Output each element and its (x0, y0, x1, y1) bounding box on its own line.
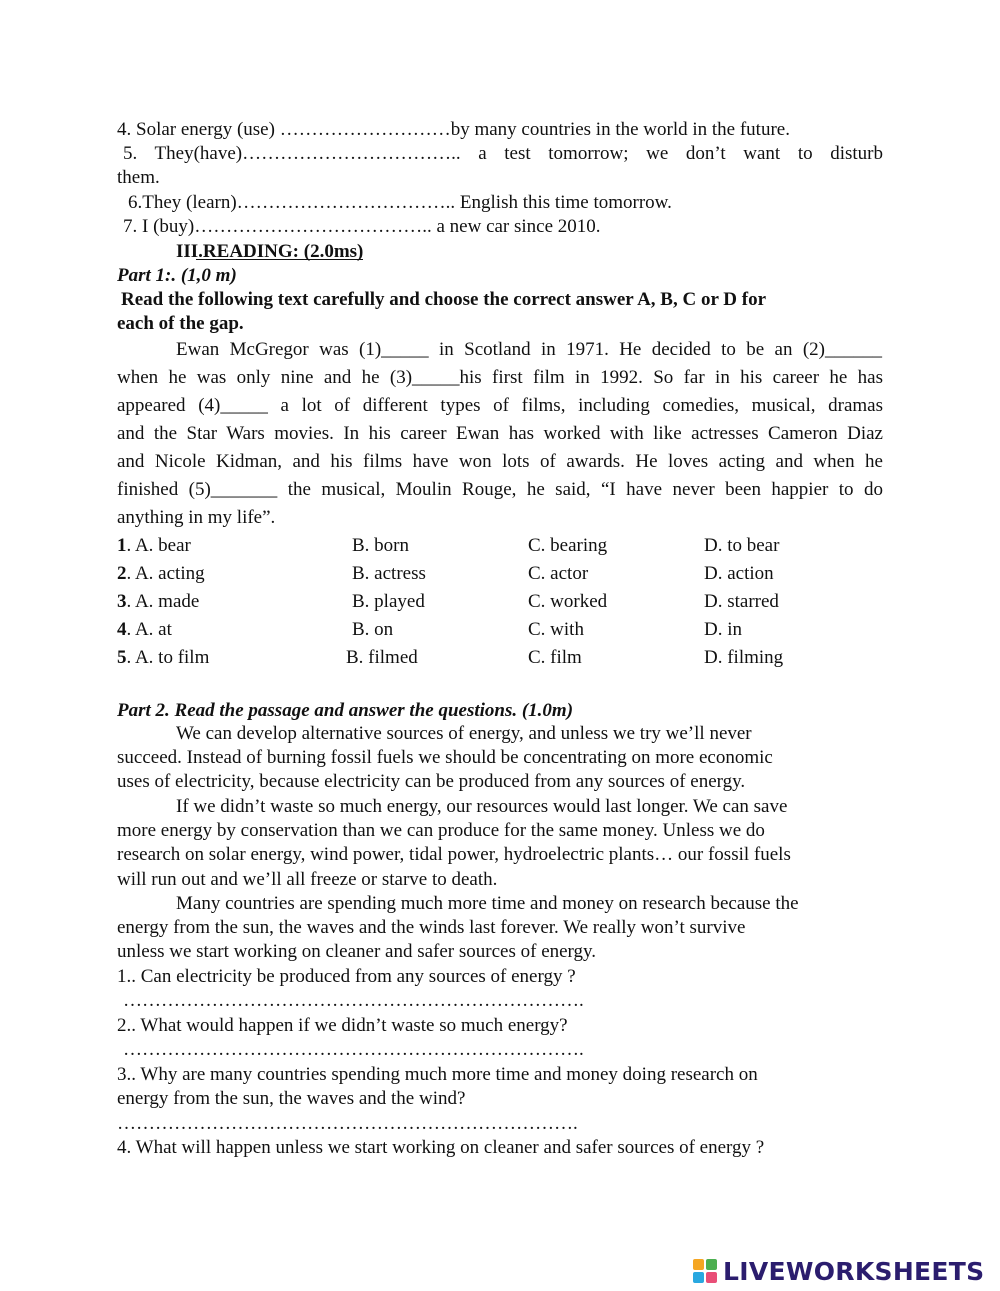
option-number: 4 (117, 619, 127, 640)
option-number: 2 (117, 563, 127, 584)
part2-passage-line: We can develop alternative sources of energy, and unless we try we’ll never (176, 723, 752, 744)
passage-line: and the Star Wars movies. In his career Ewan has worked with like actresses Cameron Diaz (117, 423, 883, 444)
answer-blank-3[interactable]: ………………………………………………………………. (117, 1113, 578, 1134)
part2-passage-line: Many countries are spending much more time and money on research because the (176, 893, 799, 914)
option-d[interactable]: D. in (704, 619, 742, 640)
part2-label: Part 2. Read the passage and answer the questions. (1.0m) (117, 700, 574, 721)
passage-line: appeared (4)_____ a lot of different types of films, including comedies, musical, dramas (117, 395, 883, 416)
part2-passage-line: will run out and we’ll all freeze or starve to death. (117, 869, 498, 890)
option-number: 5 (117, 647, 127, 668)
heading-underline (196, 259, 363, 260)
reading-heading (176, 240, 942, 264)
option-c[interactable]: C. actor (528, 563, 589, 584)
option-b[interactable]: B. on (352, 619, 394, 640)
part2-passage-line: energy from the sun, the waves and the winds last forever. We really won’t survive (117, 917, 746, 938)
question-2: 2.. What would happen if we didn’t waste so much energy? (117, 1015, 568, 1036)
part2-passage-line: research on solar energy, wind power, tidal power, hydroelectric plants… our fossil fuels (117, 844, 791, 865)
option-b[interactable]: B. born (352, 535, 409, 556)
option-d[interactable]: D. starred (704, 591, 779, 612)
passage-line: finished (5)_______ the musical, Moulin Rouge, he said, “I have never been happier to do (117, 479, 883, 500)
option-a-text: . A. bear (126, 535, 191, 556)
question-1: 1.. Can electricity be produced from any sources of energy ? (117, 966, 576, 987)
option-a[interactable] (117, 588, 199, 616)
option-d[interactable]: D. filming (704, 647, 784, 668)
logo-square-orange (693, 1259, 704, 1270)
brand-name: LIVEWORKSHEETS (723, 1256, 985, 1286)
part2-passage-line: uses of electricity, because electricity can be produced from any sources of energy. (117, 771, 746, 792)
logo-square-green (706, 1259, 717, 1270)
option-a[interactable] (117, 644, 209, 672)
option-c[interactable]: C. worked (528, 591, 608, 612)
answer-blank-2[interactable]: ………………………………………………………………. (123, 1039, 584, 1060)
part2-passage-line: If we didn’t waste so much energy, our resources would last longer. We can save (176, 796, 788, 817)
liveworksheets-logo[interactable] (693, 1255, 993, 1287)
part1-label: Part 1:. (1,0 m) (117, 265, 237, 286)
option-d[interactable]: D. action (704, 563, 774, 584)
passage-line: Ewan McGregor was (1)_____ in Scotland in 1971. He decided to be an (2)______ (176, 339, 882, 360)
grammar-question-6: 6.They (learn)…………………………….. English this time tomorrow. (128, 192, 672, 213)
reading-heading-label: III.READING: (2.0ms) (176, 241, 364, 262)
answer-blank-1[interactable]: ………………………………………………………………. (123, 990, 584, 1011)
part1-instructions: Read the following text carefully and choose the correct answer A, B, C or D for (121, 289, 767, 310)
liveworksheets-logo-icon (693, 1259, 717, 1283)
passage-line: anything in my life”. (117, 507, 276, 528)
grammar-question-4: 4. Solar energy (use) ………………………by many countries in the world in the future. (117, 119, 790, 140)
part2-passage-line: succeed. Instead of burning fossil fuels we should be concentrating on more economic (117, 747, 773, 768)
part2-passage-line: unless we start working on cleaner and safer sources of energy. (117, 941, 597, 962)
option-d[interactable]: D. to bear (704, 535, 780, 556)
reading-heading-text (176, 241, 363, 262)
option-a-text: . A. acting (126, 563, 205, 584)
option-b[interactable]: B. actress (352, 563, 426, 584)
option-a-text: . A. at (126, 619, 172, 640)
grammar-question-5: 5. They(have)…………………………….. a test tomorrow; we don’t want to disturb (123, 143, 883, 164)
passage-line: and Nicole Kidman, and his films have won lots of awards. He loves acting and when he (117, 451, 883, 472)
logo-square-blue (693, 1272, 704, 1283)
option-a[interactable] (117, 616, 172, 644)
option-number: 1 (117, 535, 127, 556)
option-a-text: . A. made (126, 591, 200, 612)
option-a[interactable] (117, 560, 205, 588)
passage-line: when he was only nine and he (3)_____his first film in 1992. So far in his career he has (117, 367, 883, 388)
grammar-question-7: 7. I (buy)……………………………….. a new car since 2010. (123, 216, 601, 237)
question-3-cont: energy from the sun, the waves and the wind? (117, 1088, 466, 1109)
option-number: 3 (117, 591, 127, 612)
option-b[interactable]: B. filmed (346, 647, 418, 668)
question-3: 3.. Why are many countries spending much more time and money doing research on (117, 1064, 758, 1085)
part1-instructions-cont: each of the gap. (117, 313, 244, 334)
option-c[interactable]: C. bearing (528, 535, 608, 556)
logo-square-pink (706, 1272, 717, 1283)
part2-passage-line: more energy by conservation than we can produce for the same money. Unless we do (117, 820, 765, 841)
option-c[interactable]: C. with (528, 619, 584, 640)
option-b[interactable]: B. played (352, 591, 425, 612)
option-a-text: . A. to film (126, 647, 210, 668)
grammar-question-5-cont: them. (117, 167, 160, 188)
option-a[interactable] (117, 532, 191, 560)
option-c[interactable]: C. film (528, 647, 582, 668)
question-4: 4. What will happen unless we start working on cleaner and safer sources of energy ? (117, 1137, 765, 1158)
